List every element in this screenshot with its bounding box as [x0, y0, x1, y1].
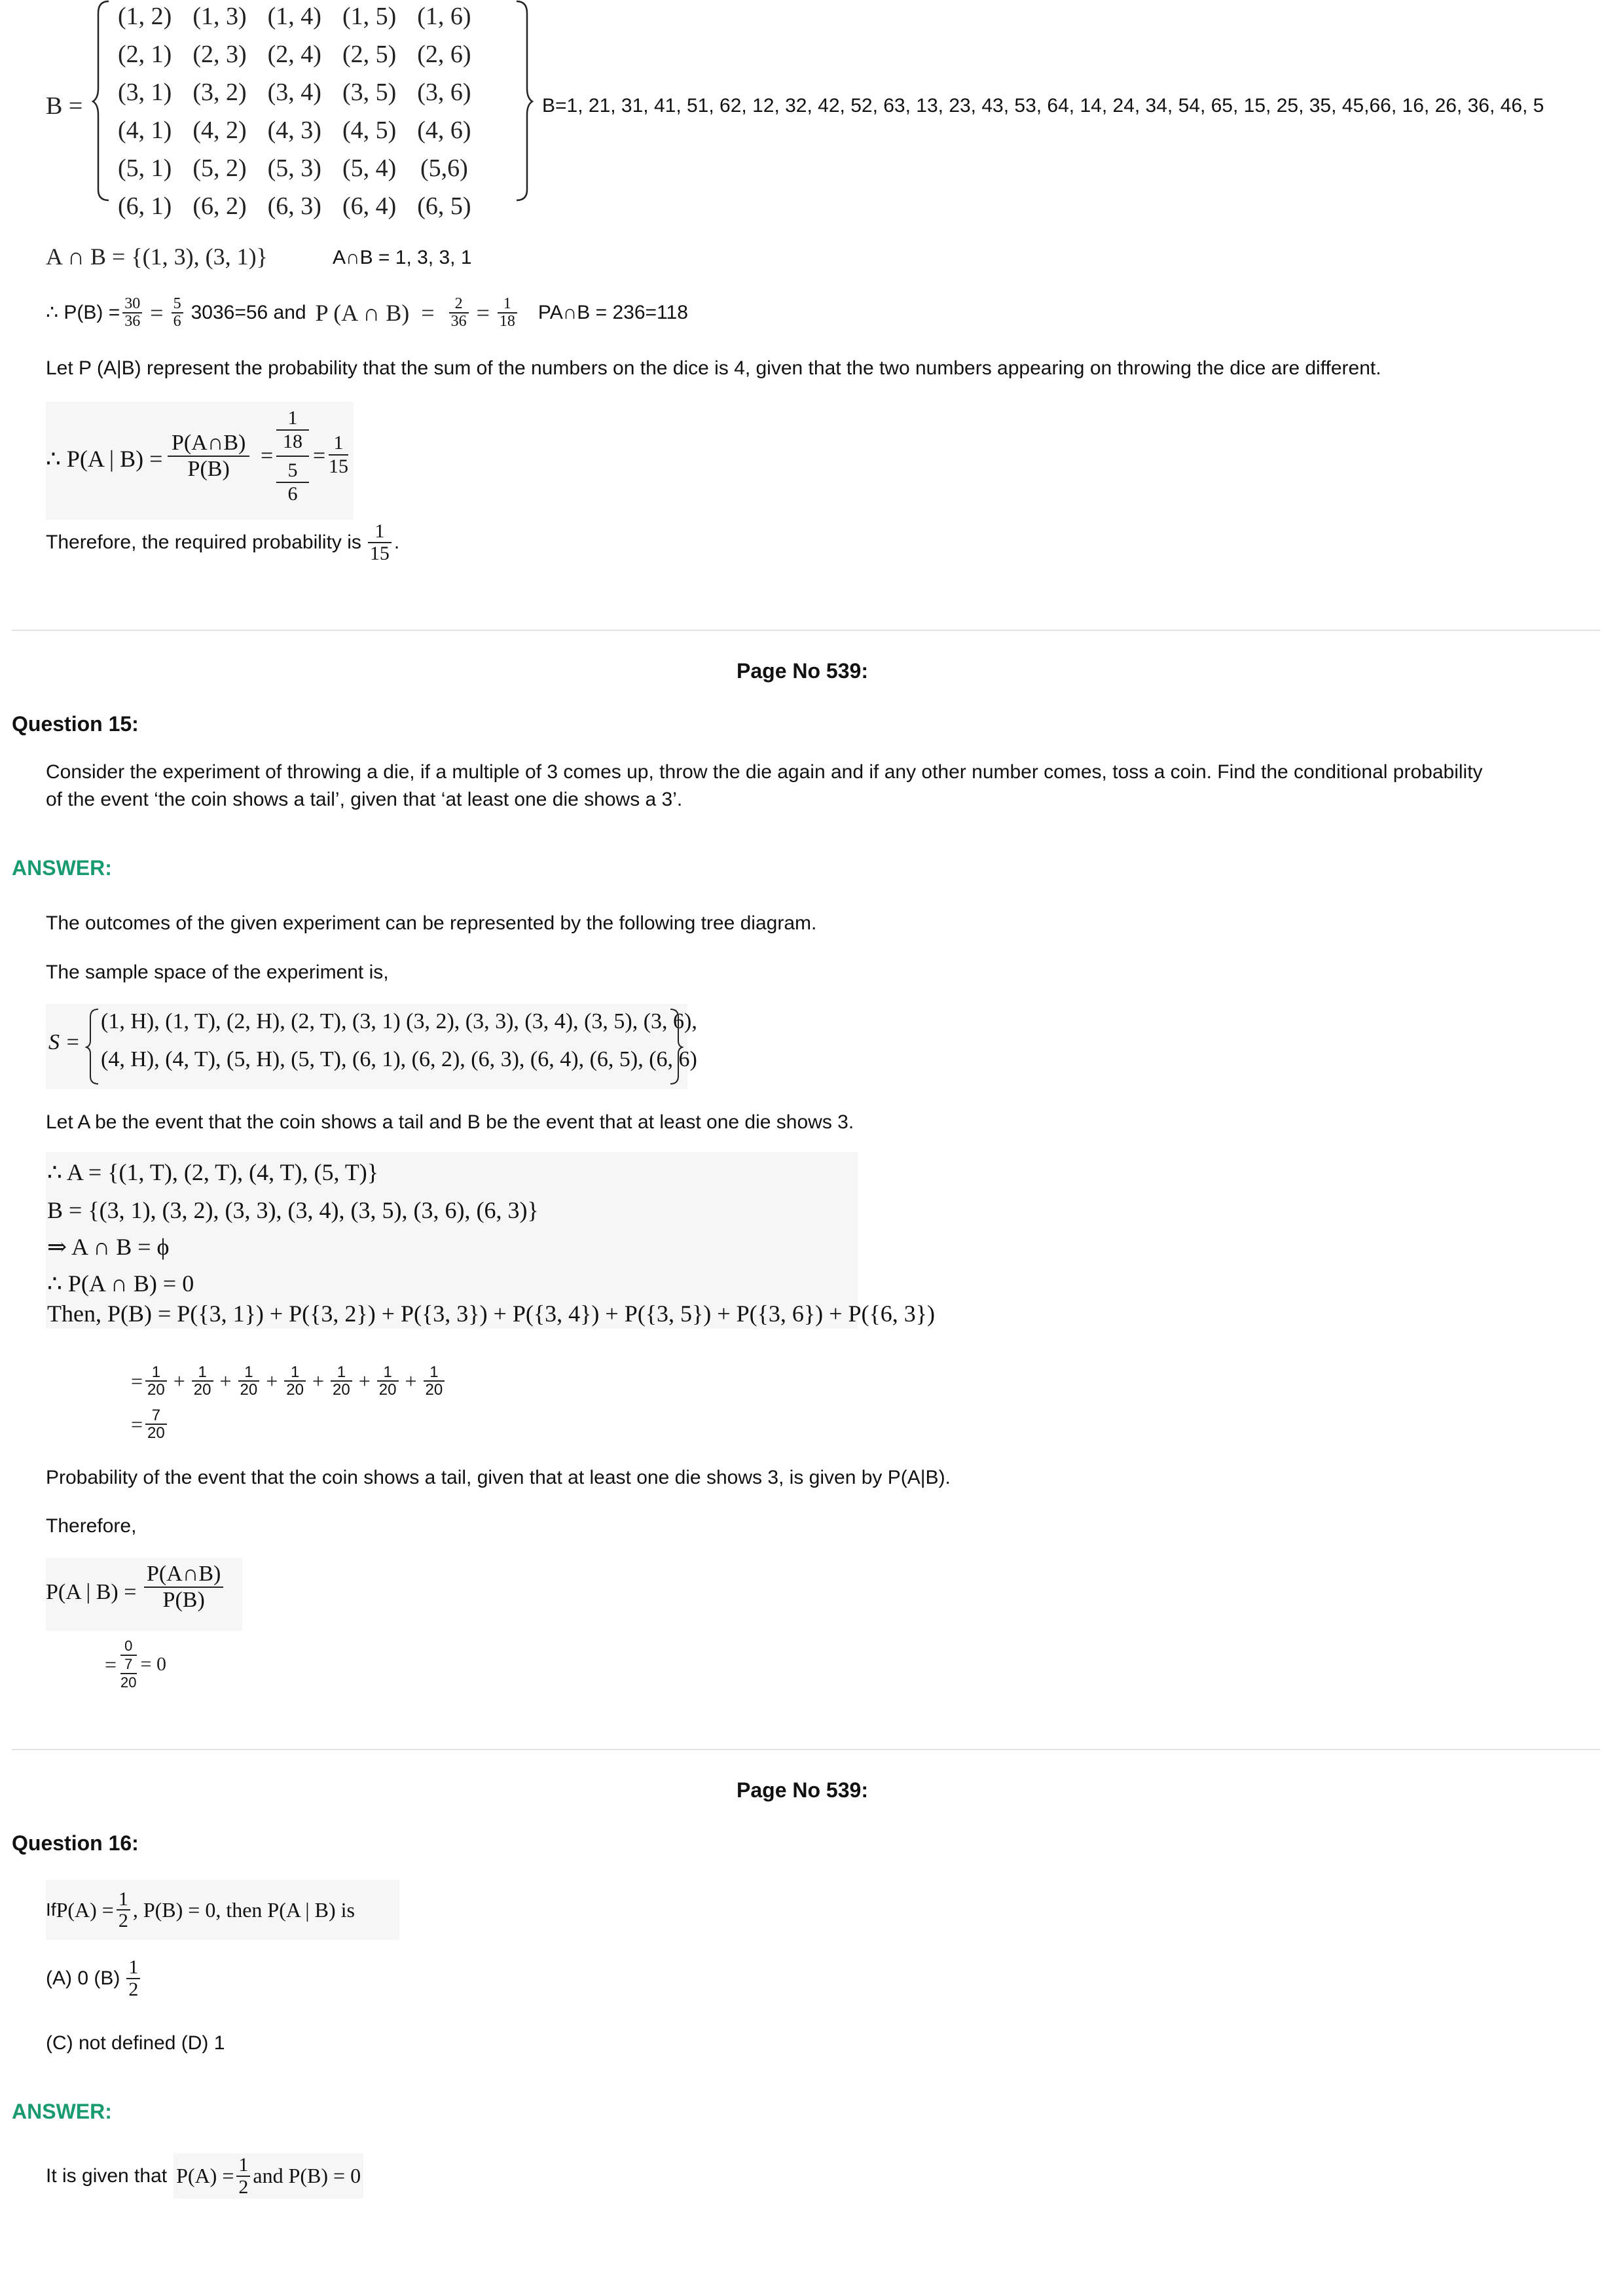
s-line2: (4, H), (4, T), (5, H), (5, T), (6, 1), (6, 2), (6, 3), (6, 4), (6, 5), (6, 6): [101, 1047, 697, 1071]
if-prefix: If: [46, 1899, 56, 1920]
answer-label: ANSWER:: [12, 856, 112, 880]
cond-ratio: [144, 1562, 223, 1613]
b-label: B =: [46, 92, 83, 120]
complex-fraction: [276, 407, 309, 505]
s-line1: (1, H), (1, T), (2, H), (2, T), (3, 1) (3, 2), (3, 3), (3, 4), (3, 5), (3, 6),: [101, 1009, 697, 1033]
one-twentieth-fraction: [192, 1364, 213, 1398]
matrix-cell: (4, 1): [118, 117, 172, 144]
cf-top-eighteen: 18: [276, 429, 309, 453]
pb-prefix: ∴ P(B) =: [46, 302, 120, 324]
therefore-label: Therefore,: [46, 1515, 137, 1537]
q15-text-line2: of the event ‘the coin shows a tail’, given that ‘at least one die shows a 3’.: [46, 789, 683, 810]
fraction-den: 20: [147, 1381, 165, 1399]
matrix-cell: (1, 6): [417, 3, 471, 30]
cond-prefix: ∴ P(A | B) =: [46, 446, 163, 472]
fraction-den: 20: [193, 1381, 211, 1399]
set-definitions-image: [46, 1152, 935, 1329]
given-half-den: 2: [238, 2176, 249, 2198]
matrix-cell: (6, 5): [417, 192, 471, 220]
cond-prob-image: [46, 1558, 242, 1631]
matrix-cell: (5, 2): [192, 154, 247, 182]
two-num: 2: [449, 296, 469, 314]
matrix-cell: (5,6): [420, 154, 468, 182]
pb-num: 30: [122, 296, 142, 314]
fraction-num: 1: [284, 1364, 306, 1382]
page-number-2: Page No 539:: [737, 1778, 868, 1802]
matrix-cell: (2, 3): [192, 41, 247, 68]
page-number: Page No 539:: [737, 659, 868, 683]
matrix-cell: (4, 5): [342, 117, 397, 144]
matrix-cell: (1, 4): [267, 3, 321, 30]
cf-bot-six: 6: [276, 482, 309, 505]
given-half-num: 1: [236, 2155, 250, 2177]
seven-20-fraction: [145, 1407, 167, 1441]
zero-twenty: 20: [120, 1674, 137, 1691]
seven-num: 7: [145, 1407, 167, 1425]
matrix-cell: (5, 1): [118, 154, 172, 182]
matrix-row: [107, 149, 482, 187]
given-math-image: [173, 2153, 363, 2198]
s-right-brace-icon: [668, 1008, 684, 1085]
options-c-d: (C) not defined (D) 1: [46, 2032, 225, 2054]
options-a-b: (A) 0 (B): [46, 1967, 120, 1989]
matrix-cell: (4, 6): [417, 117, 471, 144]
cond-ratio-den: P(B): [162, 1588, 205, 1612]
prob-text: Probability of the event that the coin shows a tail, given that at least one die shows 3, is given by P(A|B).: [46, 1467, 951, 1488]
a-set: ∴ A = {(1, T), (2, T), (4, T), (5, T)}: [47, 1159, 379, 1185]
twentieths-list: [143, 1364, 447, 1398]
matrix-cell: (3, 1): [118, 79, 172, 106]
matrix-row: [107, 35, 482, 73]
matrix-cell: (4, 3): [267, 117, 321, 144]
eq-sign-3: =: [476, 300, 490, 327]
sum-result-eq: =: [131, 1412, 143, 1436]
pb-zero-text: , P(B) = 0, then P(A | B) is: [132, 1897, 355, 1922]
matrix-cell: (3, 4): [267, 79, 321, 106]
half-fraction: [117, 1889, 130, 1931]
given-prefix: It is given that: [46, 2164, 168, 2187]
s-label: S =: [48, 1030, 81, 1054]
matrix-cell: (6, 1): [118, 192, 172, 220]
matrix-cell: (2, 4): [267, 41, 321, 68]
one-twentieth-fraction: [238, 1364, 260, 1398]
cond-ratio-num: P(A∩B): [144, 1562, 223, 1588]
fraction-den: 20: [286, 1381, 304, 1399]
zero-eq: =: [105, 1652, 117, 1676]
sample-space-image: [46, 1004, 697, 1089]
paib-math: P (A ∩ B): [315, 300, 410, 327]
cond-eq: =: [261, 444, 274, 468]
s-left-brace-icon: [85, 1008, 101, 1085]
then-pb: Then, P(B) = P({3, 1}) + P({3, 2}) + P({3, 3}) + P({3, 4}) + P({3, 5}) + P({3, 6}) + P({6, 3}): [47, 1300, 935, 1327]
matrix-cell: (4, 2): [192, 117, 247, 144]
one-twentieth-fraction: [331, 1364, 352, 1398]
let-pab-text: Let P (A|B) represent the probability that the sum of the numbers on the dice is 4, given that the two numbers appearing on throwing the dice are different.: [46, 357, 1381, 379]
opt-b-den: 2: [128, 1978, 139, 2000]
eq-sign-2: =: [421, 300, 435, 327]
plus-sign: +: [173, 1369, 185, 1393]
matrix-cell: (1, 2): [118, 3, 172, 30]
eq-sign: =: [150, 300, 164, 327]
matrix-cell: (6, 2): [192, 192, 247, 220]
fraction-num: 1: [377, 1364, 399, 1382]
result-fraction: [329, 432, 348, 478]
matrix-cell: (3, 5): [342, 79, 397, 106]
divider: [12, 630, 1600, 631]
cond-den: P(B): [187, 457, 230, 481]
therefore-den: 15: [369, 542, 390, 564]
pb-fraction: [122, 296, 142, 330]
sum-of-fractions: [131, 1364, 447, 1398]
right-brace-icon: [514, 0, 534, 203]
therefore-fraction: [368, 521, 392, 564]
plus-sign: +: [358, 1369, 371, 1393]
cond-lhs: P(A | B) =: [46, 1580, 137, 1604]
matrix-row: [107, 111, 482, 149]
plus-sign: +: [312, 1369, 325, 1393]
opt-b-num: 1: [126, 1957, 140, 1979]
one-18-fraction: [498, 296, 517, 330]
b-set-text: B=1, 21, 31, 41, 51, 62, 12, 32, 42, 52, 63, 13, 23, 43, 53, 64, 14, 24, 34, 54, 65, 15, 25, 35, 45,66, 16, 26, 36, 46, 5: [542, 95, 1544, 117]
pb-line: [46, 296, 688, 330]
fraction-den: 20: [425, 1381, 443, 1399]
half-num: 1: [117, 1889, 130, 1911]
sample-matrix: [107, 0, 482, 225]
zero-complex-fraction: [120, 1638, 136, 1691]
let-a-b-text: Let A be the event that the coin shows a tail and B be the event that at least one die shows 3.: [46, 1111, 854, 1133]
cond-eq-2: =: [313, 444, 326, 468]
a-intersect-b-math: A ∩ B = {(1, 3), (3, 1)}: [46, 243, 268, 270]
empty-intersection: ⇒ A ∩ B = ϕ: [47, 1234, 170, 1260]
matrix-cell: (1, 3): [192, 3, 247, 30]
zero-num: 0: [124, 1638, 133, 1654]
given-and: and P(B) = 0: [253, 2164, 361, 2187]
thirtysix-den: 36: [450, 313, 467, 331]
pa-label: P(A) =: [56, 1897, 114, 1922]
question-16-heading: Question 16:: [12, 1831, 139, 1855]
plus-sign: +: [266, 1369, 278, 1393]
paib-text: PA∩B = 236=118: [538, 302, 688, 324]
therefore-num: 1: [368, 521, 392, 543]
sample-space-text: The sample space of the experiment is,: [46, 961, 389, 983]
zero-result: [105, 1638, 166, 1691]
option-b-fraction: [126, 1957, 140, 2000]
plus-sign: +: [405, 1369, 417, 1393]
res-num: 1: [329, 432, 348, 456]
matrix-cell: (1, 5): [342, 3, 397, 30]
outcomes-text: The outcomes of the given experiment can be represented by the following tree diagram.: [46, 912, 817, 934]
matrix-cell: (3, 2): [192, 79, 247, 106]
matrix-row: [107, 187, 482, 225]
matrix-cell: (2, 1): [118, 41, 172, 68]
cf-bot-five: 5: [287, 459, 298, 481]
conditional-formula-image: [46, 402, 354, 520]
matrix-cell: (3, 6): [417, 79, 471, 106]
matrix-cell: (5, 4): [342, 154, 397, 182]
period: .: [393, 531, 400, 553]
fraction-den: 20: [333, 1381, 350, 1399]
seven-den: 20: [147, 1424, 165, 1443]
cond-num: P(A∩B): [168, 431, 249, 457]
options-line-1: [46, 1957, 143, 2000]
matrix-row: [107, 73, 482, 111]
given-half-fraction: [236, 2155, 250, 2197]
eq-zero: = 0: [140, 1653, 166, 1675]
fraction-num: 1: [145, 1364, 167, 1382]
fraction-den: 20: [378, 1381, 397, 1399]
answer-label-2: ANSWER:: [12, 2100, 112, 2123]
therefore-text: Therefore, the required probability is: [46, 531, 361, 553]
q16-statement: [46, 1880, 399, 1940]
one-twentieth-fraction: [284, 1364, 306, 1398]
half-den: 2: [118, 1910, 128, 1931]
two-36-fraction: [449, 296, 469, 330]
zero-seven: 7: [120, 1655, 136, 1673]
cf-main-bar: [276, 456, 309, 457]
six-den: 6: [173, 313, 181, 331]
res-den: 15: [329, 456, 348, 477]
q15-text-line1: Consider the experiment of throwing a die, if a multiple of 3 comes up, throw the die again and if any other number comes, toss a coin. Find the conditional probability: [46, 761, 1483, 783]
therefore-line: [46, 521, 399, 564]
one-twentieth-fraction: [424, 1364, 445, 1398]
five-num: 5: [172, 296, 183, 314]
fraction-num: 1: [331, 1364, 352, 1382]
fraction-num: 1: [238, 1364, 260, 1382]
cond-fraction: [168, 431, 249, 482]
divider-2: [12, 1749, 1600, 1750]
five-sixths-fraction: [172, 296, 183, 330]
sum-eq: =: [131, 1369, 143, 1393]
matrix-cell: (6, 3): [267, 192, 321, 220]
cf-top-one: 1: [287, 407, 298, 429]
one-twentieth-fraction: [377, 1364, 399, 1398]
plus-sign: +: [219, 1369, 232, 1393]
fraction-den: 20: [240, 1381, 258, 1399]
matrix-cell: (5, 3): [267, 154, 321, 182]
pb-text: 3036=56 and: [191, 302, 306, 324]
fraction-num: 1: [424, 1364, 445, 1382]
one-num: 1: [498, 296, 517, 314]
eighteen-den: 18: [499, 313, 515, 331]
matrix-cell: (2, 5): [342, 41, 397, 68]
given-pa: P(A) =: [176, 2164, 234, 2187]
given-line: [46, 2153, 363, 2198]
matrix-row: [107, 0, 482, 35]
a-intersect-b-text: A∩B = 1, 3, 3, 1: [333, 247, 472, 268]
fraction-num: 1: [192, 1364, 213, 1382]
matrix-cell: (6, 4): [342, 192, 397, 220]
one-twentieth-fraction: [145, 1364, 167, 1398]
b-set: B = {(3, 1), (3, 2), (3, 3), (3, 4), (3, 5), (3, 6), (6, 3)}: [47, 1197, 539, 1223]
matrix-cell: (2, 6): [417, 41, 471, 68]
sum-result: [131, 1407, 170, 1441]
p-zero: ∴ P(A ∩ B) = 0: [47, 1270, 194, 1297]
pb-den: 36: [124, 313, 141, 331]
question-15-heading: Question 15:: [12, 712, 139, 736]
